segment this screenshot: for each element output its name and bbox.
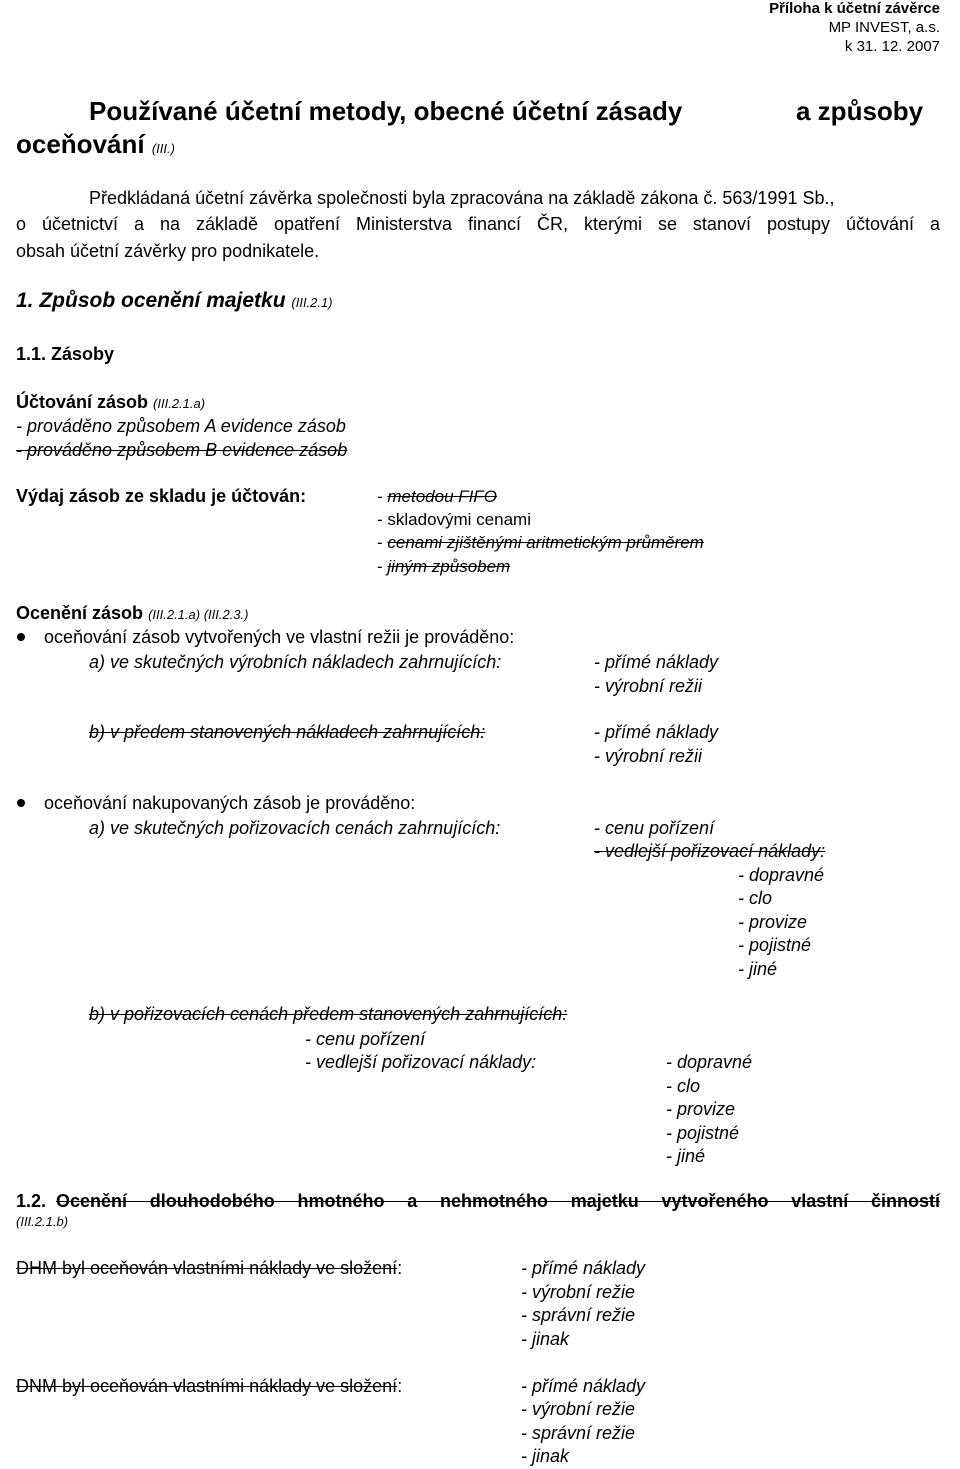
dnm-item-4: - jinak <box>521 1446 570 1466</box>
valuation-ref: (III.2.1.a) (III.2.3.) <box>148 607 249 622</box>
section-1-1-heading: 1.1. Zásoby <box>16 344 115 364</box>
section-1-2-number: 1.2. <box>16 1191 47 1211</box>
dhm-item-1: - přímé náklady <box>521 1258 646 1278</box>
purchased-a-subitem-2: - clo <box>738 888 773 908</box>
section-1-2-title: Ocenění dlouhodobého hmotného a nehmotného majetku vytvořeného vlastní činností <box>56 1191 940 1211</box>
bullet-icon <box>17 633 25 641</box>
issue-method-fifo: - metodou FIFO <box>377 487 497 506</box>
purchased-text: oceňování nakupovaných zásob je prováděno: <box>44 793 416 813</box>
page-title-ref: (III.) <box>151 141 175 156</box>
purchased-a-subitem-4: - pojistné <box>738 935 812 955</box>
valuation-heading: Ocenění zásob (III.2.1.a) (III.2.3.) <box>16 603 249 623</box>
intro-line-3: obsah účetní závěrky pro podnikatele. <box>16 241 320 261</box>
dhm-item-2: - výrobní režie <box>521 1282 636 1302</box>
purchased-a-item-2: - vedlejší pořizovací náklady: <box>594 841 826 861</box>
section-1-heading: 1. Způsob ocenění majetku (III.2.1) <box>16 289 333 312</box>
purchased-b-subitem-3: - provize <box>666 1099 736 1119</box>
purchased-a-subitem-1: - dopravné <box>738 865 825 885</box>
purchased-a-subitem-5: - jiné <box>738 959 778 979</box>
dhm-item-4: - jinak <box>521 1329 570 1349</box>
own-production-text: oceňování zásob vytvořených ve vlastní režii je prováděno: <box>44 627 515 647</box>
purchased-b-subitem-5: - jiné <box>666 1146 706 1166</box>
issue-method-other: - jiným způsobem <box>377 557 511 576</box>
section-1-2-heading <box>16 1190 940 1212</box>
accounting-option-a: - prováděno způsobem A evidence zásob <box>16 416 346 436</box>
doc-header-date: k 31. 12. 2007 <box>844 38 940 55</box>
purchased-b-item-2: - vedlejší pořizovací náklady: <box>305 1052 537 1072</box>
section-1-ref: (III.2.1) <box>291 295 333 310</box>
dhm-item-3: - správní režie <box>521 1305 636 1325</box>
purchased-a-label: a) ve skutečných pořizovacích cenách zahrnujících: <box>89 818 501 838</box>
dnm-item-3: - správní režie <box>521 1423 636 1443</box>
purchased-b-item-1: - cenu pořízení <box>305 1029 426 1049</box>
purchased-b-subitem-2: - clo <box>666 1076 701 1096</box>
accounting-heading: Účtování zásob (III.2.1.a) <box>16 392 206 412</box>
own-production-b-label: b) v předem stanovených nákladech zahrnujících: <box>89 722 486 742</box>
intro-line-2: o účetnictví a na základě opatření Ministerstva financí ČR, kterými se stanoví postupy účtování a <box>16 214 940 234</box>
purchased-b-subitem-4: - pojistné <box>666 1123 740 1143</box>
accounting-option-b: - prováděno způsobem B evidence zásob <box>16 440 348 460</box>
own-production-b-item-1: - přímé náklady <box>594 722 719 742</box>
dnm-label: DNM byl oceňován vlastními náklady ve složení: <box>16 1376 403 1396</box>
issue-label: Výdaj zásob ze skladu je účtován: <box>16 486 307 506</box>
doc-header-company: MP INVEST, a.s. <box>828 19 940 36</box>
bullet-icon <box>17 799 25 807</box>
section-1-2-ref: (III.2.1.b) <box>16 1214 69 1229</box>
issue-method-average: - cenami zjištěnými aritmetickým průměrem <box>377 533 704 552</box>
intro-line-1: Předkládaná účetní závěrka společnosti byla zpracována na základě zákona č. 563/1991 Sb., <box>89 188 835 208</box>
purchased-b-label: b) v pořizovacích cenách předem stanovených zahrnujících: <box>89 1004 568 1024</box>
page-title-part3: oceňování (III.) <box>16 129 175 159</box>
own-production-b-item-2: - výrobní režii <box>594 746 703 766</box>
dnm-item-1: - přímé náklady <box>521 1376 646 1396</box>
accounting-ref: (III.2.1.a) <box>153 396 206 411</box>
page-title-part2: a způsoby <box>796 96 924 126</box>
issue-method-stock-prices: - skladovými cenami <box>377 510 531 529</box>
purchased-b-subitem-1: - dopravné <box>666 1052 753 1072</box>
doc-header-title: Příloha k účetní závěrce <box>769 0 940 17</box>
own-production-a-label: a) ve skutečných výrobních nákladech zahrnujících: <box>89 652 502 672</box>
dhm-label: DHM byl oceňován vlastními náklady ve složení: <box>16 1258 403 1278</box>
own-production-a-item-2: - výrobní režii <box>594 676 703 696</box>
page-title-part1: Používané účetní metody, obecné účetní zásady <box>89 96 683 126</box>
purchased-a-subitem-3: - provize <box>738 912 808 932</box>
purchased-a-item-1: - cenu pořízení <box>594 818 715 838</box>
own-production-a-item-1: - přímé náklady <box>594 652 719 672</box>
dnm-item-2: - výrobní režie <box>521 1399 636 1419</box>
